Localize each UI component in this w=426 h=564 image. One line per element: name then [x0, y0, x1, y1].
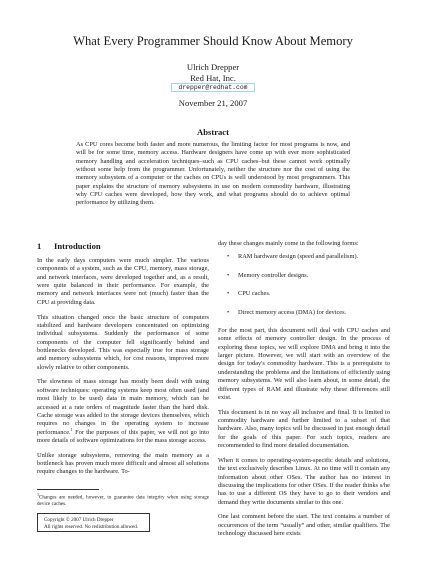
- list-item-text: Direct memory access (DMA) for devices.: [238, 308, 347, 316]
- bullet-icon: •: [227, 290, 230, 298]
- paragraph: This situation changed once the basic structure of computers stabilized and hardware developers concentrated on optimizing individual subsystems. Suddenly the performance of some components of the computer fell significantly behind and bottlenecks developed. This was especially true for mass storage and memory subsystems which, for cost reasons, improved more slowly relative to other components.: [37, 313, 209, 371]
- paragraph: One last comment before the start. The text contains a number of occurrences of the term “usually” and other, similar qualifiers. The technology discussed here exists: [218, 513, 390, 538]
- paragraph-text: For the purposes of this paper, we will not go into more details of software optimizations for the mass storage access.: [37, 428, 209, 444]
- paragraph: For the most part, this document will deal with CPU caches and some effects of memory controller design. In the process of exploring these topics, we will explore DMA and bring it into the larger picture. However, we will start with an overview of the design for today's commodity hardware. This is a prerequisite to understanding the problems and the limitations of efficiently using memory subsystems. We will also learn about, in some detail, the different types of RAM and illustrate why these differences still exist.: [218, 327, 390, 401]
- paragraph: [37, 378, 209, 445]
- footnote-mark: 1: [37, 492, 39, 497]
- paragraph: This document is in no way all inclusive and final. It is limited to commodity hardware and further limited to a subset of that hardware. Also, many topics will be discussed in just enough detail for the goals of this paper. For such topics, readers are recommended to find more detailed documentation.: [218, 408, 390, 450]
- abstract-heading: Abstract: [197, 127, 229, 137]
- bullet-icon: •: [227, 308, 230, 316]
- section-title: Introduction: [54, 241, 101, 251]
- footnote-divider: [37, 489, 99, 490]
- paper-title: What Every Programmer Should Know About Memory: [73, 34, 353, 48]
- author-email-link[interactable]: drepper@redhat.com: [171, 83, 255, 92]
- section-heading: [37, 241, 101, 251]
- list-item: [218, 272, 390, 280]
- paragraph: Unlike storage subsystems, removing the main memory as a bottleneck has proven much more difficult and almost all solutions require changes to the hardware. To-: [37, 451, 209, 476]
- copyright-line: All rights reserved. No redistribution allowed.: [44, 523, 139, 530]
- author-name: Ulrich Drepper: [186, 62, 240, 72]
- list-item-text: RAM hardware design (speed and parallelism).: [238, 253, 359, 261]
- paragraph-text: The slowness of mass storage has mostly been dealt with using software techniques: operating systems keep most often used (and most likely to be used) data in main memory, which can be accessed at a rate orders of magnitude faster than the hard disk. Cache storage was added to the storage devices themselves, which requires no changes in the operating system to increase performance.: [37, 378, 209, 436]
- footnote-text: Changes are needed, however, to guarantee data integrity when using storage device caches.: [37, 494, 209, 508]
- paragraph: When it comes to operating-system-specific details and solutions, the text exclusively describes Linux. At no time will it contain any information about other OSes. The author has no interest in discussing the implications for other OSes. If the reader thinks s/he has to use a different OS they have to go to their vendors and demand they write documents similar to this one.: [218, 456, 390, 506]
- bullet-list: [218, 253, 390, 317]
- section-number: 1: [37, 241, 42, 251]
- bullet-icon: •: [227, 271, 230, 279]
- copyright-box: [37, 513, 150, 532]
- paragraph: day these changes mainly come in the following forms:: [218, 240, 359, 247]
- right-column: [218, 240, 390, 545]
- footnote-marker-link[interactable]: 1: [70, 426, 73, 432]
- list-item: [218, 253, 390, 261]
- list-item: [218, 309, 390, 317]
- paragraph: In the early days computers were much simpler. The various components of a system, such as the CPU, memory, mass storage, and network interfaces, were developed together and, as a result, were quite balanced in their performance. For example, the memory and network interfaces were not (much) faster than the CPU at providing data.: [37, 257, 209, 306]
- list-item-text: Memory controller designs.: [238, 271, 309, 279]
- list-item: [218, 290, 390, 298]
- left-column: [37, 257, 209, 483]
- author-affiliation: Red Hat, Inc.: [190, 73, 236, 83]
- list-item-text: CPU caches.: [238, 290, 271, 298]
- publication-date: November 21, 2007: [178, 98, 248, 108]
- footnote: [37, 492, 209, 508]
- bullet-icon: •: [227, 253, 230, 261]
- abstract-text: As CPU cores become both faster and more numerous, the limiting factor for most programs is now, and will be for some time, memory access. Hardware designers have come up with ever more sophisticated memory handling and acceleration techniques–such as CPU caches–but these cannot work optimally without some help from the programmer. Unfortunately, neither the structure nor the cost of using the memory subsystem of a computer or the caches on CPUs is well understood by most programmers. This paper explains the structure of memory subsystems in use on modern commodity hardware, illustrating why CPU caches were developed, how they work, and what programs should do to achieve optimal performance by utilizing them.: [76, 141, 350, 207]
- copyright-line: Copyright © 2007 Ulrich Drepper: [44, 517, 114, 523]
